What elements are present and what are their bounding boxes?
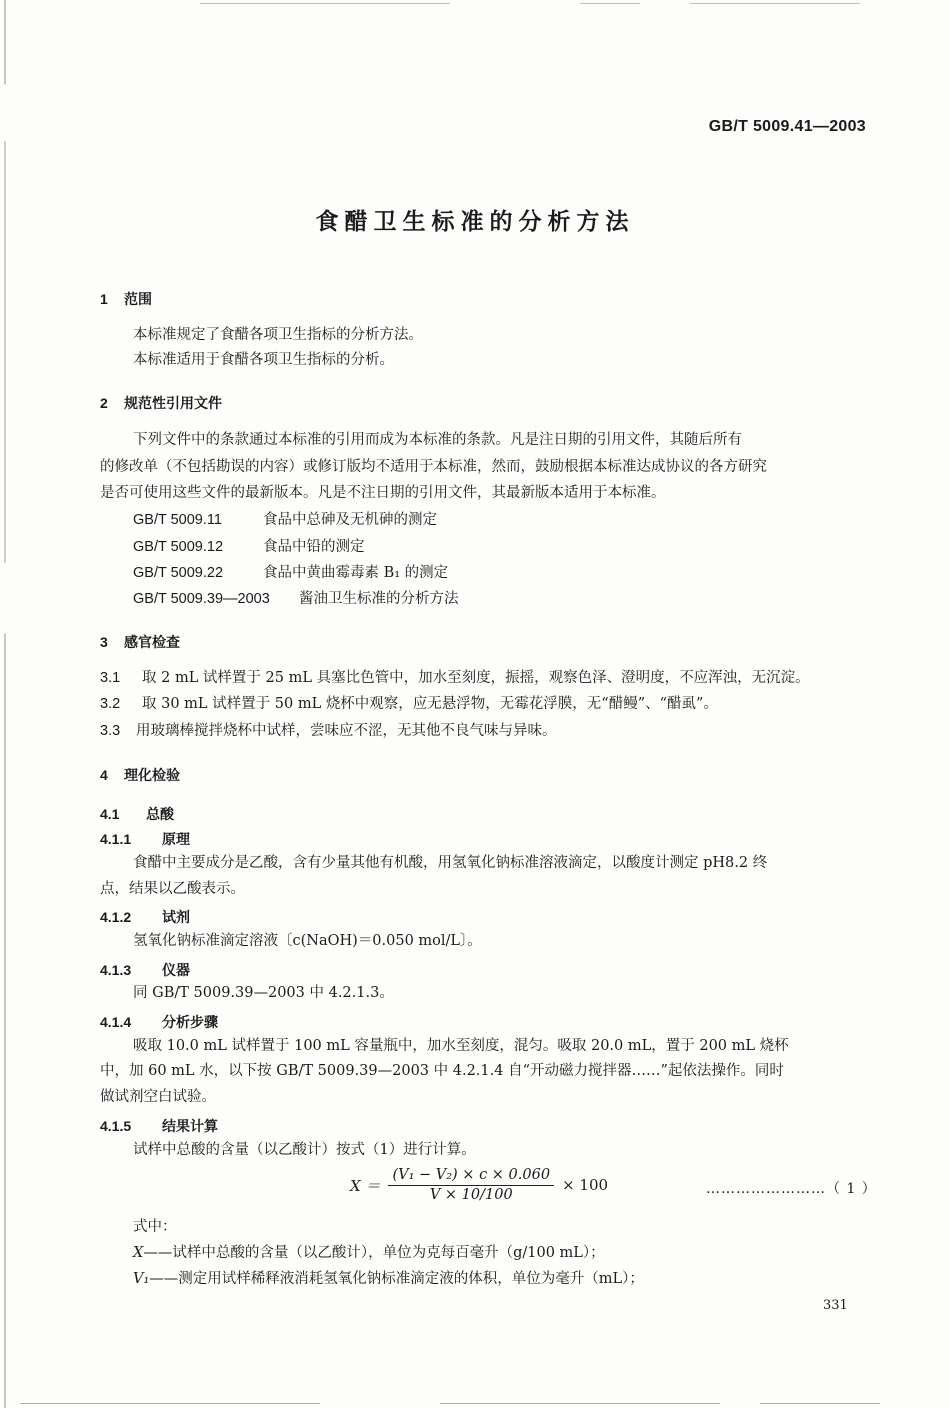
formula-numerator: (V₁ − V₂) × c × 0.060: [388, 1167, 554, 1186]
reference-item: GB/T 5009.11 食品中总砷及无机砷的测定: [133, 512, 437, 528]
formula-lhs: X ＝: [350, 1176, 381, 1195]
reference-item: GB/T 5009.39—2003 酱油卫生标准的分析方法: [133, 591, 459, 607]
formula-fraction: [388, 1167, 554, 1203]
section-heading: 1 范围: [100, 291, 152, 308]
paragraph: 吸取 10.0 mL 试样置于 100 mL 容量瓶中，加水至刻度，混匀。吸取 20.0 mL，置于 200 mL 烧杯: [133, 1038, 789, 1054]
equation-number: ……………………（ 1 ）: [706, 1181, 877, 1197]
scan-line: [580, 3, 640, 4]
subsection-heading: 4.1 总酸: [100, 806, 174, 823]
paragraph: 式中：: [133, 1219, 177, 1235]
page-number: 331: [823, 1298, 848, 1313]
section-heading: 4 理化检验: [100, 767, 180, 784]
paragraph: 本标准规定了食醋各项卫生指标的分析方法。: [133, 327, 423, 343]
variable-definition: X——试样中总酸的含量（以乙酸计），单位为克每百毫升（g/100 mL）；: [133, 1245, 605, 1261]
paragraph: 氢氧化钠标准滴定溶液〔c(NaOH)＝0.050 mol/L〕。: [133, 933, 482, 949]
paragraph: 是否可使用这些文件的最新版本。凡是不注日期的引用文件，其最新版本适用于本标准。: [100, 485, 666, 501]
scan-line: [690, 3, 860, 4]
scan-line: [20, 1403, 320, 1404]
subsection-heading: 4.1.1 原理: [100, 831, 190, 848]
subsection-heading: 4.1.5 结果计算: [100, 1118, 218, 1135]
paragraph: 点，结果以乙酸表示。: [100, 881, 245, 897]
scan-line: [760, 1403, 880, 1404]
reference-item: GB/T 5009.22 食品中黄曲霉毒素 B₁ 的测定: [133, 565, 449, 581]
formula-tail: × 100: [562, 1176, 609, 1194]
list-item: 3.1 取 2 mL 试样置于 25 mL 具塞比色管中，加水至刻度，振摇，观察色泽、澄明度，不应浑浊，无沉淀。: [100, 670, 810, 686]
scan-line: [200, 3, 450, 4]
section-heading: 3 感官检查: [100, 634, 180, 651]
document-title: 食醋卫生标准的分析方法: [315, 209, 635, 235]
subsection-heading: 4.1.3 仪器: [100, 962, 190, 979]
standard-code: GB/T 5009.41—2003: [708, 118, 866, 135]
subsection-heading: 4.1.4 分析步骤: [100, 1014, 218, 1031]
list-item: 3.3 用玻璃棒搅拌烧杯中试样，尝味应不涩，无其他不良气味与异味。: [100, 723, 557, 739]
reference-item: GB/T 5009.12 食品中铅的测定: [133, 539, 365, 555]
paragraph: 中，加 60 mL 水，以下按 GB/T 5009.39—2003 中 4.2.1.4 自“开动磁力搅拌器……”起依法操作。同时: [100, 1063, 784, 1079]
paragraph: 的修改单（不包括勘误的内容）或修订版均不适用于本标准，然而，鼓励根据本标准达成协议的各方研究: [100, 459, 767, 475]
scan-line: [440, 1403, 720, 1404]
paragraph: 食醋中主要成分是乙酸，含有少量其他有机酸，用氢氧化钠标准溶液滴定，以酸度计测定 pH8.2 终: [133, 855, 768, 871]
formula-denominator: V × 10/100: [429, 1187, 513, 1203]
paragraph: 做试剂空白试验。: [100, 1089, 216, 1105]
paragraph: 同 GB/T 5009.39—2003 中 4.2.1.3。: [133, 985, 394, 1001]
formula: [350, 1167, 608, 1203]
paragraph: 本标准适用于食醋各项卫生指标的分析。: [133, 352, 394, 368]
variable-definition: V₁——测定用试样稀释液消耗氢氧化钠标准滴定液的体积，单位为毫升（mL）；: [133, 1271, 644, 1287]
paragraph: 试样中总酸的含量（以乙酸计）按式（1）进行计算。: [133, 1142, 476, 1158]
section-heading: 2 规范性引用文件: [100, 395, 222, 412]
paragraph: 下列文件中的条款通过本标准的引用而成为本标准的条款。凡是注日期的引用文件，其随后所有: [133, 432, 742, 448]
list-item: 3.2 取 30 mL 试样置于 50 mL 烧杯中观察，应无悬浮物，无霉花浮膜，无“醋鳗”、“醋虱”。: [100, 696, 718, 712]
subsection-heading: 4.1.2 试剂: [100, 909, 190, 926]
